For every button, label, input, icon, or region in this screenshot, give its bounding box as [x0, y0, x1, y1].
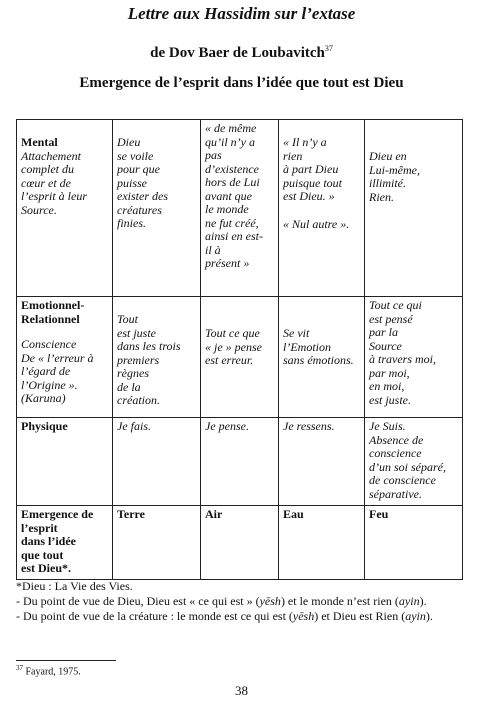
table-cell	[365, 418, 463, 506]
cell-text: Tout ce qui est pensé par la Source à travers moi, par moi, en moi, est juste.	[369, 298, 436, 407]
row-label-cell	[17, 506, 113, 580]
row-label: Mental	[21, 135, 58, 149]
table-row-physique	[17, 418, 463, 506]
table-cell	[113, 120, 201, 297]
table-cell	[365, 297, 463, 418]
table-cell	[113, 506, 201, 580]
note-term: ayin	[405, 609, 426, 623]
note-line	[16, 609, 462, 624]
cell-text: Se vit l’Emotion sans émotions.	[283, 326, 354, 367]
note-text: ).	[425, 609, 433, 623]
element-label: Terre	[117, 507, 145, 521]
note-term: yēsh	[292, 609, 315, 623]
running-title: Lettre aux Hassidim sur l’extase	[127, 4, 356, 23]
cell-text: « Nul autre ».	[283, 216, 350, 231]
table-cell	[279, 297, 365, 418]
note-text: - Du point de vue de la créature : le monde est ce qui est (	[16, 609, 293, 623]
table-cell	[365, 506, 463, 580]
table-row-mental	[17, 120, 463, 297]
row-label-description: Attachement complet du cœur et de l’esprit à leur Source.	[21, 148, 87, 217]
row-label-cell	[17, 120, 113, 297]
table-cell	[201, 506, 279, 580]
cell-text: Je ressens.	[283, 419, 335, 433]
row-label: Emotionnel- Relationnel	[21, 298, 85, 326]
element-label: Air	[205, 507, 223, 521]
note-text: ) et Dieu est Rien (	[314, 609, 406, 623]
row-label-cell	[17, 297, 113, 418]
element-label: Eau	[283, 507, 304, 521]
table-row-emotionnel	[17, 297, 463, 418]
table-cell	[279, 506, 365, 580]
row-label-cell	[17, 418, 113, 506]
emergence-table	[16, 119, 463, 580]
author-text: de Dov Baer de Loubavitch	[150, 45, 325, 61]
note-term: ayin	[398, 594, 420, 608]
cell-text: « Il n’y a rien à part Dieu puisque tout est Dieu. »	[283, 135, 342, 203]
cell-text: Je pense.	[205, 419, 249, 433]
footnote-number: 37	[16, 664, 23, 672]
note-text: - Du point de vue de Dieu, Dieu est « ce qui est » (	[16, 594, 260, 608]
element-label: Feu	[369, 507, 389, 521]
table-cell	[113, 297, 201, 418]
table-cell	[201, 120, 279, 297]
table-cell	[279, 120, 365, 297]
note-text: ).	[419, 594, 427, 608]
table-cell	[201, 297, 279, 418]
footnote-divider	[16, 660, 116, 661]
note-line: *Dieu : La Vie des Vies.	[16, 579, 133, 593]
cell-text: Dieu en Lui-même, illimité. Rien.	[369, 149, 420, 204]
cell-text: « de même qu’il n’y a pas d’existence hors de Lui avant que le monde ne fut créé, ainsi en est- il à présent »	[205, 121, 263, 270]
author-line	[0, 44, 483, 62]
row-label: Emergence de l’esprit dans l’idée que tout est Dieu*.	[21, 507, 94, 575]
cell-text: Tout est juste dans les trois premiers règnes de la création.	[117, 312, 181, 407]
table-cell	[113, 418, 201, 506]
table-cell	[279, 418, 365, 506]
note-term: yēsh	[259, 594, 281, 608]
section-heading: Emergence de l’esprit dans l’idée que tout est Dieu	[79, 75, 404, 91]
note-line	[16, 594, 462, 609]
footnote	[16, 664, 81, 677]
cell-text: Tout ce que « je » pense est erreur.	[205, 326, 262, 367]
cell-text: Dieu se voile pour que puisse exister des créatures finies.	[117, 135, 168, 230]
page-number: 38	[235, 683, 248, 698]
row-label: Physique	[21, 419, 68, 433]
note-text: ) et le monde n’est rien (	[280, 594, 399, 608]
cell-text: Je fais.	[117, 419, 151, 433]
row-label-description: Conscience De « l’erreur à l’égard de l’Origine ». (Karuna)	[21, 337, 94, 405]
table-cell	[365, 120, 463, 297]
table-notes	[16, 579, 462, 624]
cell-text: Je Suis. Absence de conscience d’un soi séparé, de conscience séparative.	[369, 419, 446, 501]
footnote-text: Fayard, 1975.	[23, 666, 81, 678]
table-row-emergence	[17, 506, 463, 580]
footnote-marker: 37	[324, 44, 333, 53]
table-cell	[201, 418, 279, 506]
